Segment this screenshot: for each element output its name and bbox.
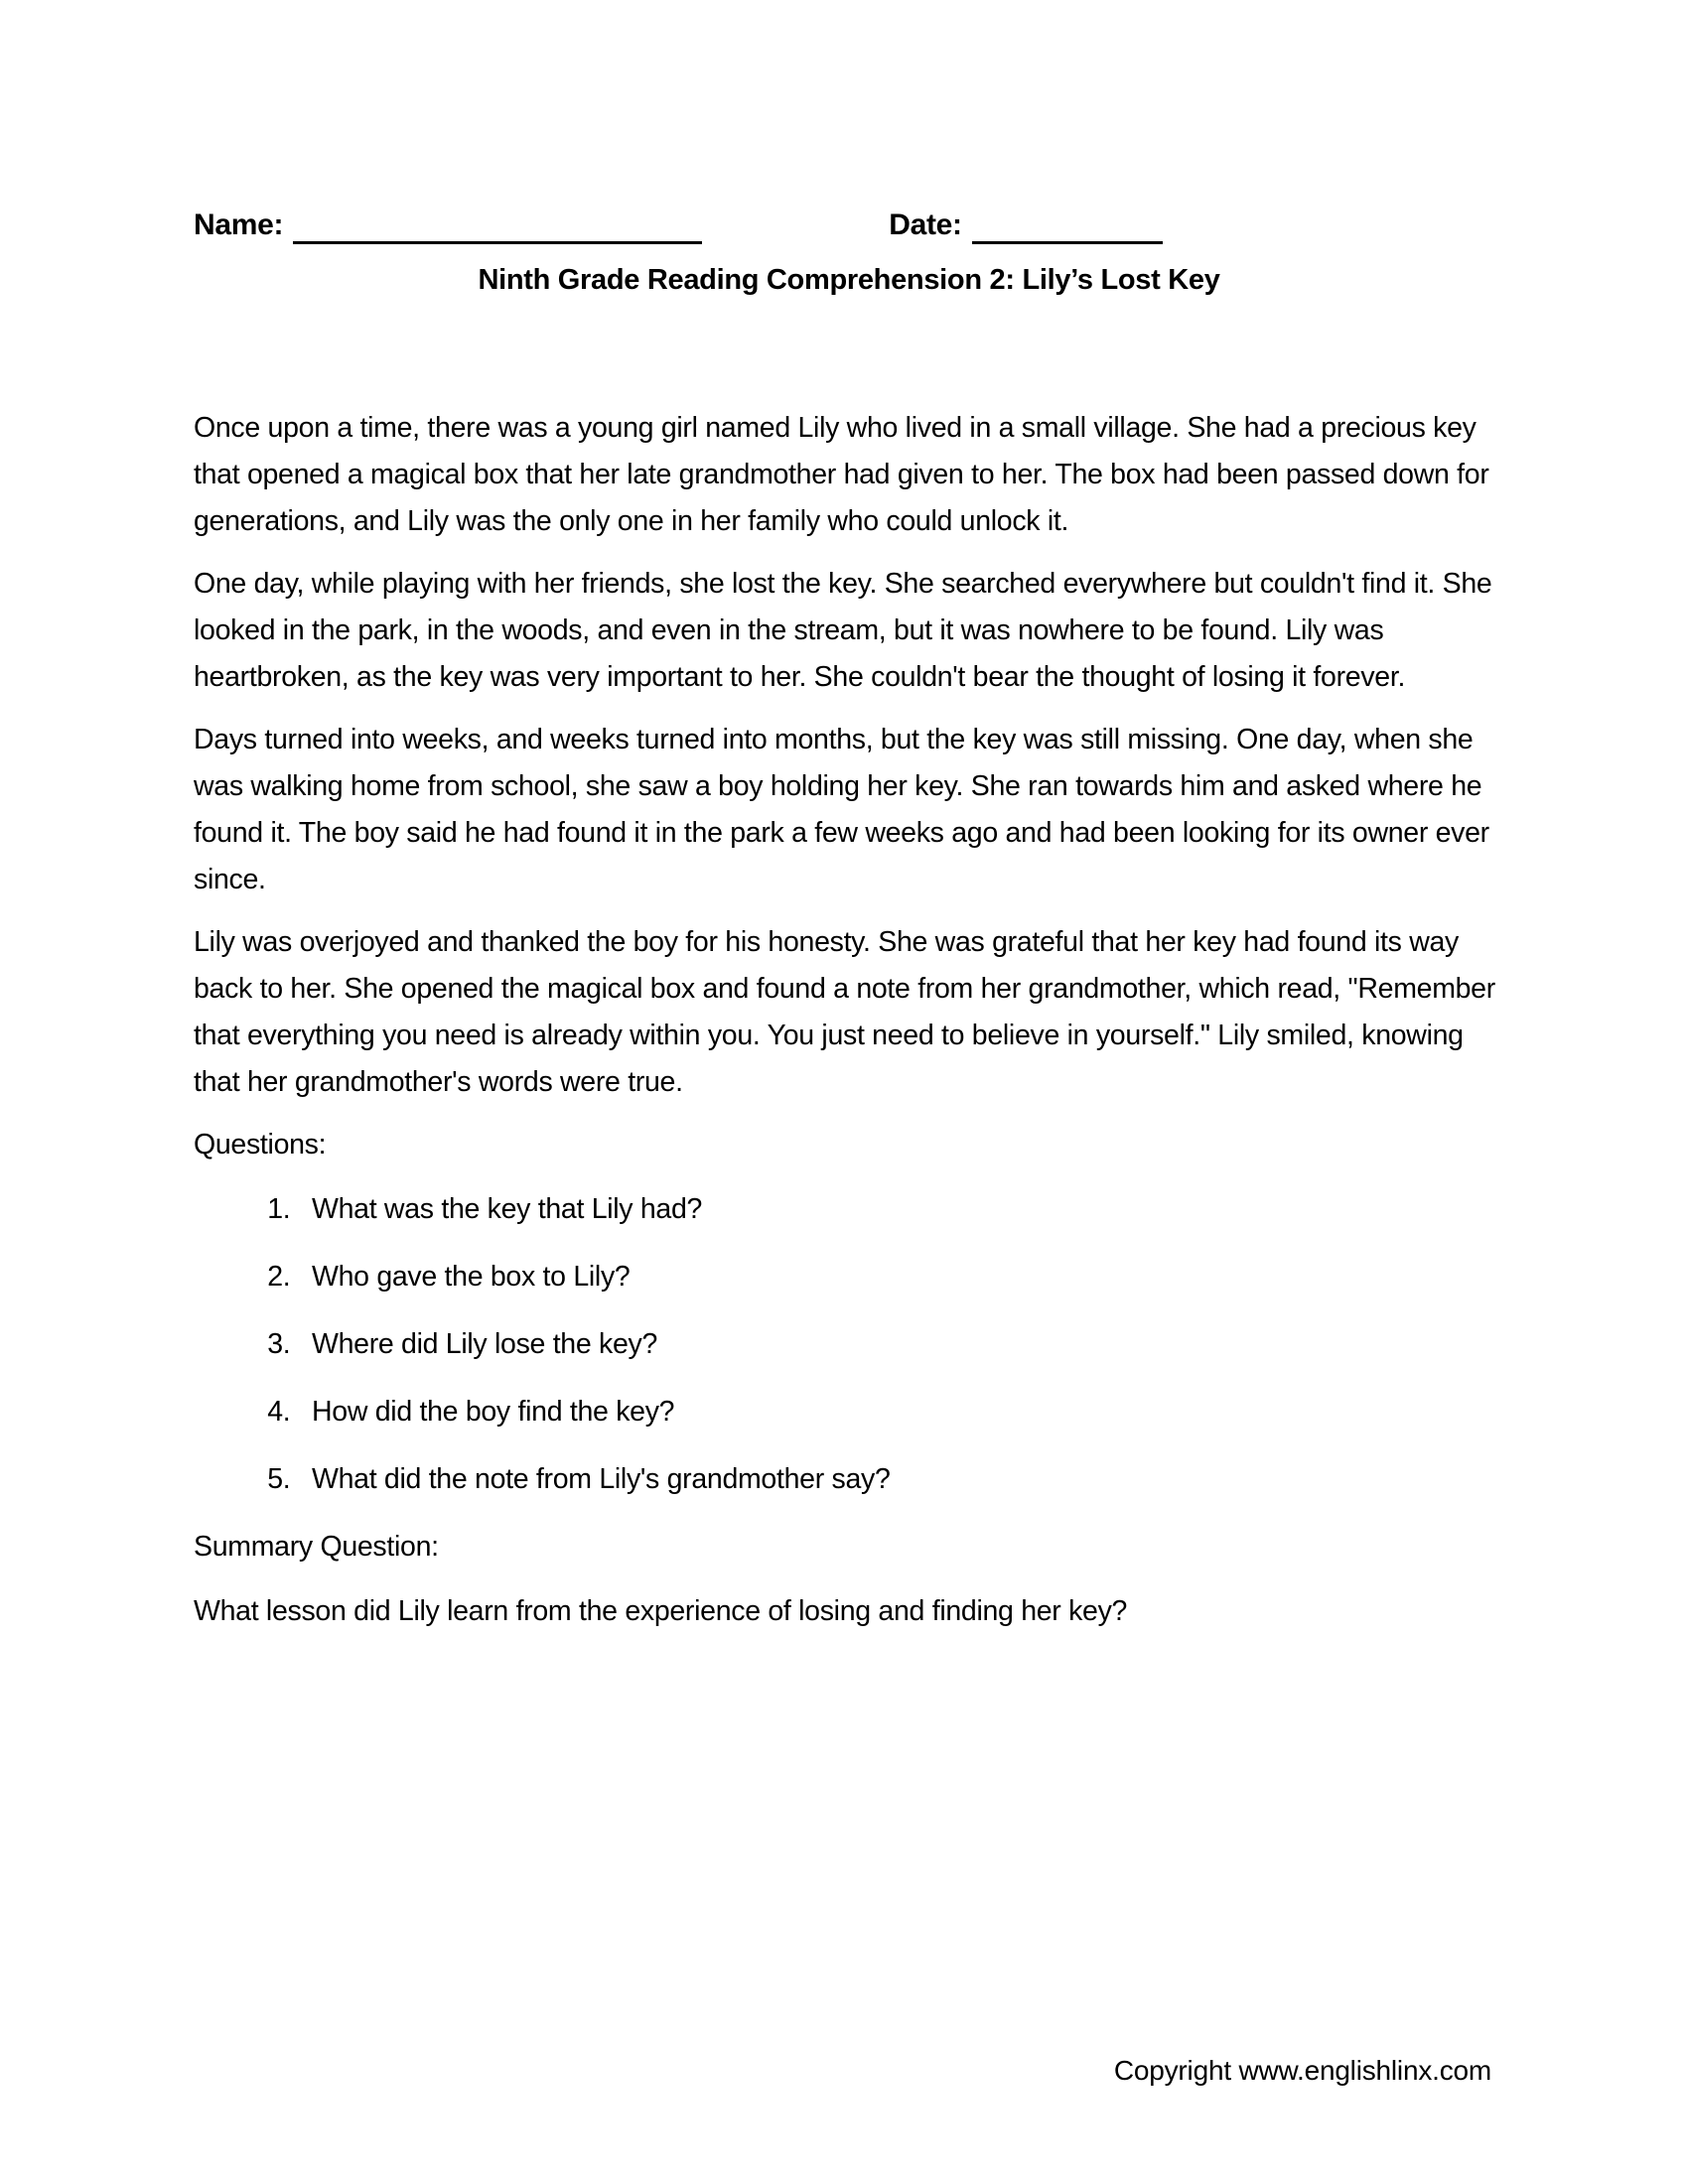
story-paragraph: Lily was overjoyed and thanked the boy for his honesty. She was grateful that her key had found its way back to her. She opened the magical box and found a note from her grandmother, which read, "Remember that everything you need is already within you. You just need to believe in yourself." Lily smiled, knowing that her grandmother's words were true.: [194, 926, 1495, 1098]
name-label: Name:: [194, 208, 284, 241]
header-row: [194, 206, 1504, 244]
question-item: 2. Who gave the box to Lily?: [298, 1254, 1504, 1300]
page-title: Ninth Grade Reading Comprehension 2: Lily’s Lost Key: [478, 264, 1220, 296]
question-item: 1. What was the key that Lily had?: [298, 1186, 1504, 1233]
story-body: [194, 405, 1504, 1106]
name-field: [194, 206, 702, 244]
date-field: [889, 206, 1163, 244]
copyright-notice: Copyright www.englishlinx.com: [1113, 2055, 1491, 2086]
question-list: [194, 1186, 1504, 1503]
summary-question-heading: Summary Question:: [194, 1531, 439, 1563]
story-paragraph: Once upon a time, there was a young girl named Lily who lived in a small village. She had a precious key that opened a magical box that her late grandmother had given to her. The box had been passed down for generations, and Lily was the only one in her family who could unlock it.: [194, 412, 1489, 537]
story-paragraph: Days turned into weeks, and weeks turned into months, but the key was still missing. One day, when she was walking home from school, she saw a boy holding her key. She ran towards him and asked where he found it. The boy said he had found it in the park a few weeks ago and had been looking for its owner ever since.: [194, 724, 1489, 895]
question-item: 4. How did the boy find the key?: [298, 1389, 1504, 1435]
question-item: 3. Where did Lily lose the key?: [298, 1321, 1504, 1368]
date-blank-line: [972, 210, 1163, 244]
date-label: Date:: [889, 208, 962, 241]
name-blank-line: [293, 210, 702, 244]
summary-question-text: What lesson did Lily learn from the experience of losing and finding her key?: [194, 1595, 1128, 1627]
question-item: 5. What did the note from Lily's grandmother say?: [298, 1456, 1504, 1503]
questions-heading: Questions:: [194, 1129, 327, 1160]
story-paragraph: One day, while playing with her friends, she lost the key. She searched everywhere but couldn't find it. She looked in the park, in the woods, and even in the stream, but it was nowhere to be found. Lily was heartbroken, as the key was very important to her. She couldn't bear the thought of losing it forever.: [194, 568, 1492, 693]
